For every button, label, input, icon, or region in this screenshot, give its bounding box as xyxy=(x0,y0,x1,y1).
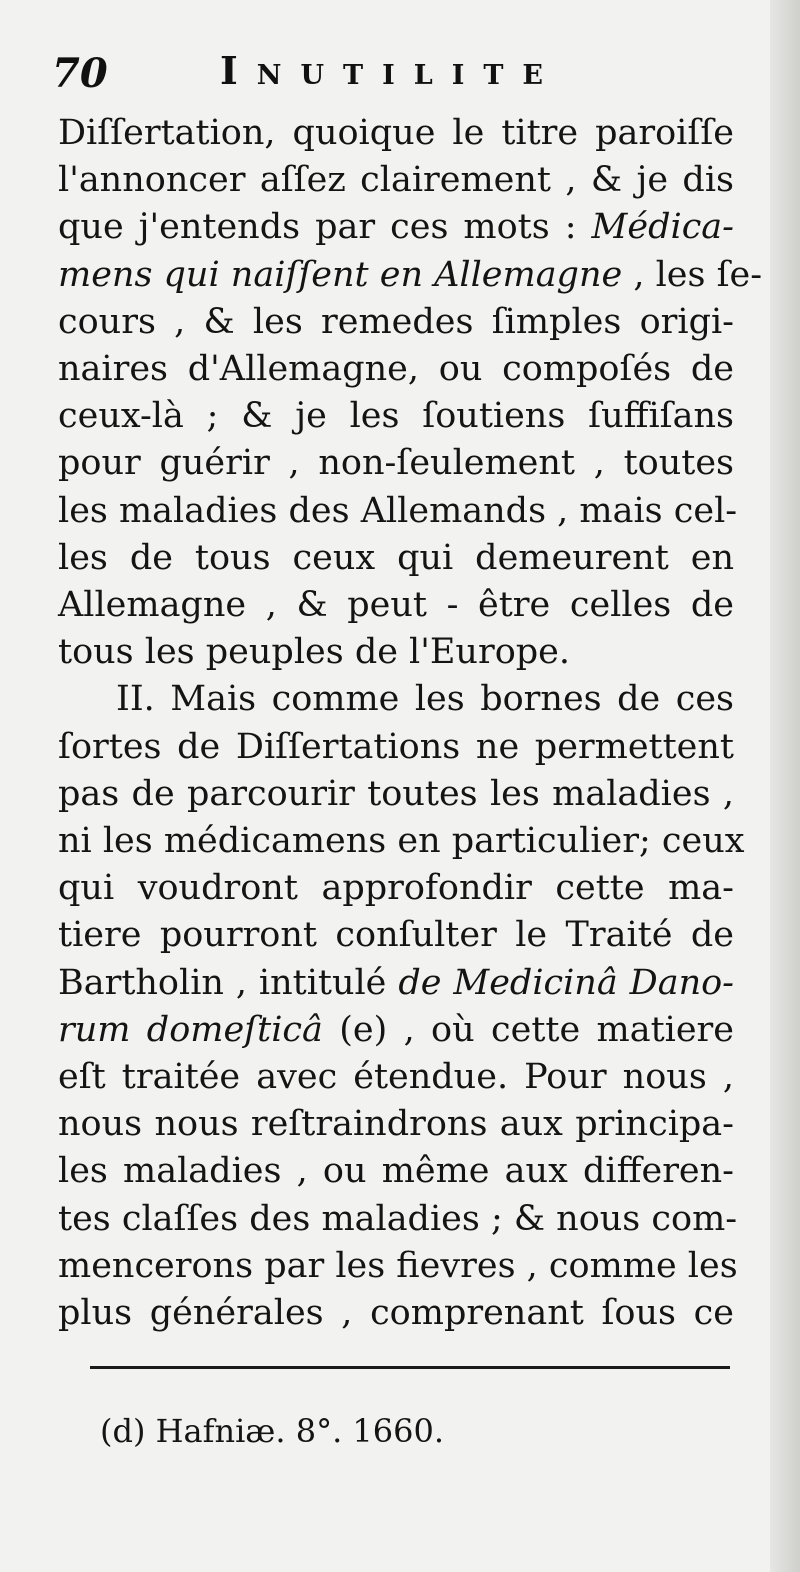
text-line: pas de parcourir toutes les maladies , xyxy=(58,773,734,814)
page-header xyxy=(52,46,742,106)
text-line xyxy=(58,960,734,1007)
text-line: ceux-là ; & je les ſoutiens ſuffiſans xyxy=(58,396,734,437)
text-line: tes claſſes des maladies ; & nous com- xyxy=(58,1198,738,1239)
text-segment: , les ſe- xyxy=(622,254,763,295)
text-line: ſortes de Diſſertations ne permettent xyxy=(58,726,734,767)
text-segment: (e) , où cette matiere xyxy=(322,1009,734,1050)
page-number: 70 xyxy=(52,50,108,97)
running-head: Inutilite xyxy=(220,48,563,93)
text-line: les maladies des Allemands , mais cel- xyxy=(58,490,738,531)
text-line: Allemagne , & peut - être celles de xyxy=(58,585,734,626)
text-line: ni les médicamens en particulier; ceux xyxy=(58,821,745,862)
text-line xyxy=(58,1007,734,1054)
text-line: les maladies , ou même aux differen- xyxy=(58,1151,734,1192)
italic-title: rum domeſticâ xyxy=(58,1009,323,1050)
text-line: l'annoncer aſſez clairement , & je dis xyxy=(58,160,734,201)
text-line: pour guérir , non-ſeulement , toutes xyxy=(58,443,734,484)
text-line: plus générales , comprenant ſous ce xyxy=(58,1293,734,1334)
text-line: eſt traitée avec étendue. Pour nous , xyxy=(58,1057,734,1098)
italic-term: mens qui naiſſent en Allemagne xyxy=(58,254,623,295)
text-segment: Bartholin , intitulé xyxy=(58,962,399,1003)
footnote-rule xyxy=(90,1366,730,1369)
text-line: les de tous ceux qui demeurent en xyxy=(58,537,734,578)
text-line: tous les peuples de l'Europe. xyxy=(58,632,571,673)
text-line: cours , & les remedes ſimples origi- xyxy=(58,301,734,342)
text-line: naires d'Allemagne, ou compoſés de xyxy=(58,349,734,390)
italic-title: de Medicinâ Dano- xyxy=(398,962,735,1003)
text-line xyxy=(58,204,734,251)
page-edge-shadow xyxy=(770,0,800,1572)
footnote: (d) Hafniæ. 8°. 1660. xyxy=(100,1412,445,1450)
body-text xyxy=(58,110,763,1337)
text-line xyxy=(58,252,763,299)
text-line: nous nous reſtraindrons aux principa- xyxy=(58,1104,734,1145)
text-line: tiere pourront conſulter le Traité de xyxy=(58,915,734,956)
text-line: qui voudront approfondir cette ma- xyxy=(58,868,734,909)
paragraph-start: II. Mais comme les bornes de ces xyxy=(116,679,734,720)
text-line: Diſſertation, quoique le titre paroiſſe xyxy=(58,113,734,153)
text-line: mencerons par les fievres , comme les xyxy=(58,1245,738,1286)
text-segment: que j'entends par ces mots : xyxy=(58,207,592,248)
italic-term: Médica- xyxy=(591,207,734,248)
